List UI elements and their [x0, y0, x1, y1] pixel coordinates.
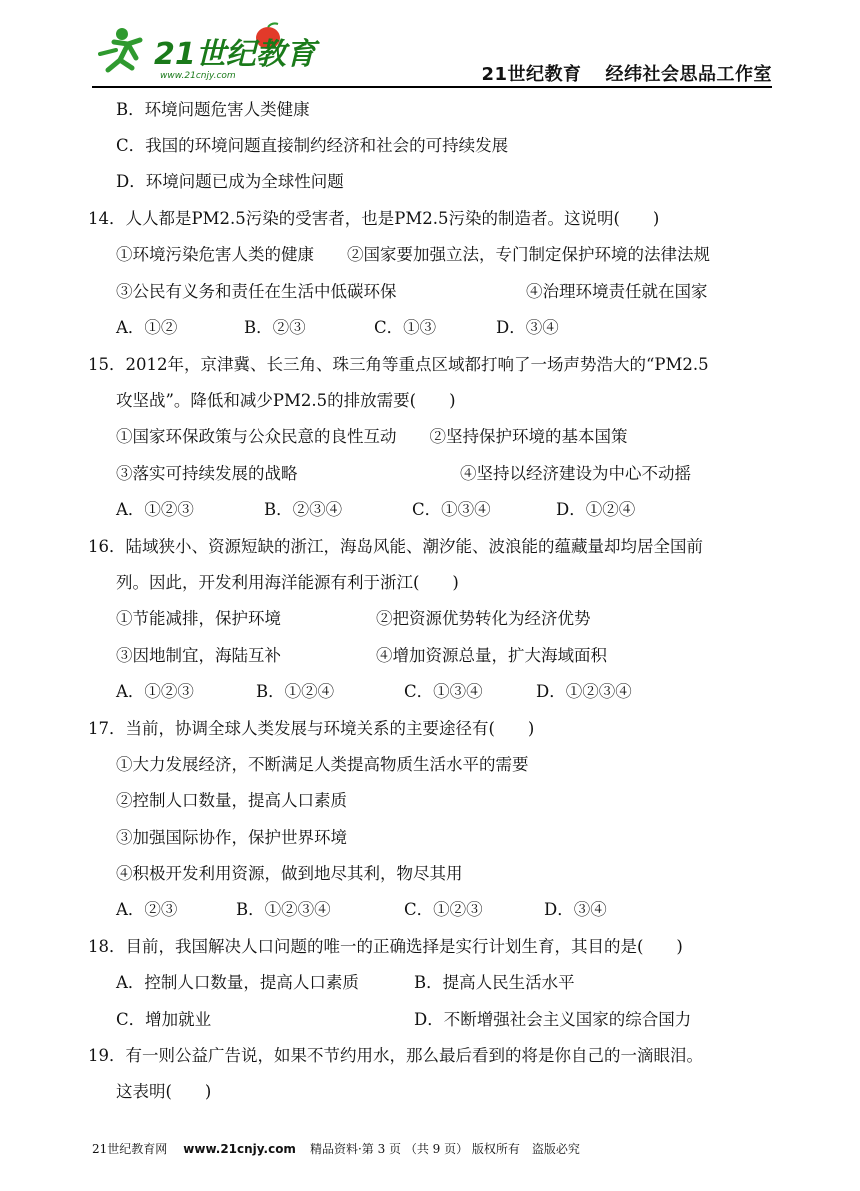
question-15-line-1: 15．2012年，京津冀、长三角、珠三角等重点区域都打响了一场声势浩大的“PM2.5 [88, 355, 709, 374]
q16-option-b: B．①②④ [256, 682, 335, 701]
question-15-line-2: 攻坚战”。降低和减少PM2.5的排放需要( ) [116, 391, 456, 410]
q14-statement-3: ③公民有义务和责任在生活中低碳环保 [116, 282, 397, 301]
q17-statement-4: ④积极开发利用资源，做到地尽其利，物尽其用 [116, 864, 463, 883]
question-16-line-1: 16．陆域狭小、资源短缺的浙江，海岛风能、潮汐能、波浪能的蕴藏量却均居全国前 [88, 537, 703, 556]
q14-statement-1-2: ①环境污染危害人类的健康 ②国家要加强立法，专门制定保护环境的法律法规 [116, 245, 710, 264]
q15-statement-1-2: ①国家环保政策与公众民意的良性互动 ②坚持保护环境的基本国策 [116, 427, 628, 446]
header-org: 21世纪教育 [481, 64, 582, 85]
q17-option-a: A．②③ [116, 900, 178, 919]
q14-option-a: A．①② [116, 318, 178, 337]
q17-option-c: C．①②③ [404, 900, 483, 919]
q18-option-a: A．控制人口数量，提高人口素质 [116, 973, 359, 992]
question-19-line-2: 这表明( ) [116, 1082, 212, 1101]
option-d: D．环境问题已成为全球性问题 [116, 172, 344, 191]
question-18: 18．目前，我国解决人口问题的唯一的正确选择是实行计划生育，其目的是( ) [88, 937, 683, 956]
q14-option-b: B．②③ [244, 318, 306, 337]
q18-option-c: C．增加就业 [116, 1010, 212, 1029]
header-title [481, 60, 772, 86]
q16-statement-2: ②把资源优势转化为经济优势 [376, 609, 591, 628]
header-divider [92, 86, 772, 88]
option-c: C．我国的环境问题直接制约经济和社会的可持续发展 [116, 136, 509, 155]
question-19-line-1: 19．有一则公益广告说，如果不节约用水，那么最后看到的将是你自己的一滴眼泪。 [88, 1046, 703, 1065]
q16-option-c: C．①③④ [404, 682, 483, 701]
site-logo [92, 20, 316, 84]
q16-statement-1: ①节能减排，保护环境 [116, 609, 281, 628]
question-16-line-2: 列。因此，开发利用海洋能源有利于浙江( ) [116, 573, 459, 592]
q14-option-d: D．③④ [496, 318, 559, 337]
q17-option-b: B．①②③④ [236, 900, 331, 919]
footer-site: 21世纪教育网 [92, 1142, 168, 1156]
question-17: 17．当前，协调全球人类发展与环境关系的主要途径有( ) [88, 719, 535, 738]
q17-statement-1: ①大力发展经济，不断满足人类提高物质生活水平的需要 [116, 755, 529, 774]
q14-option-c: C．①③ [374, 318, 437, 337]
page-footer [92, 1140, 580, 1157]
q18-option-d: D．不断增强社会主义国家的综合国力 [414, 1010, 692, 1029]
q15-option-c: C．①③④ [412, 500, 491, 519]
runner-icon [100, 28, 140, 70]
q15-statement-4: ④坚持以经济建设为中心不动摇 [460, 464, 691, 483]
q17-statement-3: ③加强国际协作，保护世界环境 [116, 828, 347, 847]
footer-page-info: 精品资料·第 3 页 （共 9 页） 版权所有 盗版必究 [309, 1142, 580, 1156]
q15-option-a: A．①②③ [116, 500, 194, 519]
q16-option-a: A．①②③ [116, 682, 194, 701]
q16-statement-4: ④增加资源总量，扩大海域面积 [376, 646, 607, 665]
header-studio: 经纬社会思品工作室 [605, 64, 772, 85]
option-b: B．环境问题危害人类健康 [116, 100, 310, 119]
q16-statement-3: ③因地制宜，海陆互补 [116, 646, 281, 665]
q15-option-d: D．①②④ [556, 500, 636, 519]
q15-statement-3: ③落实可持续发展的战略 [116, 464, 298, 483]
q17-statement-2: ②控制人口数量，提高人口素质 [116, 791, 347, 810]
q18-option-b: B．提高人民生活水平 [414, 973, 575, 992]
q15-option-b: B．②③④ [264, 500, 343, 519]
page-header [0, 0, 860, 92]
logo-url: www.21cnjy.com [160, 71, 236, 81]
logo-text: 21世纪教育 [154, 37, 316, 72]
q16-option-d: D．①②③④ [536, 682, 632, 701]
footer-url[interactable]: www.21cnjy.com [183, 1142, 296, 1156]
q17-option-d: D．③④ [544, 900, 607, 919]
question-14: 14．人人都是PM2.5污染的受害者，也是PM2.5污染的制造者。这说明( ) [88, 209, 660, 228]
q14-statement-4: ④治理环境责任就在国家 [526, 282, 708, 301]
